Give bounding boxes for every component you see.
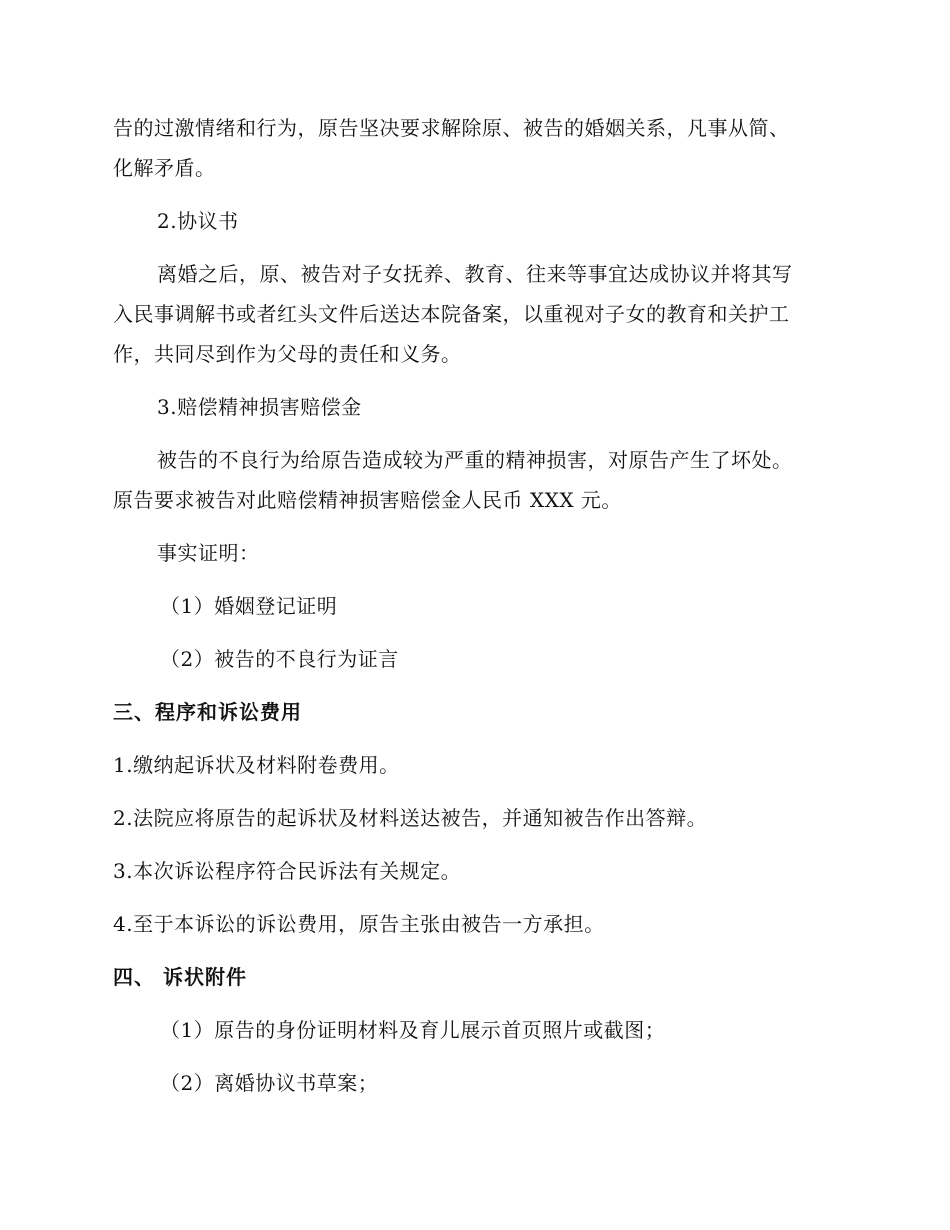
section-3-heading: 三、程序和诉讼费用	[113, 700, 302, 724]
paragraph-3-line-2: 原告要求被告对此赔偿精神损害赔偿金人民币 XXX 元。	[113, 488, 622, 512]
item-2-title: 2.协议书	[157, 209, 239, 233]
item-3-title: 3.赔偿精神损害赔偿金	[157, 395, 362, 419]
paragraph-1-line-2: 化解矛盾。	[113, 156, 216, 180]
document-body	[113, 108, 835, 1116]
facts-item-1: （1）婚姻登记证明	[160, 594, 338, 618]
paragraph-2-line-1: 离婚之后，原、被告对子女抚养、教育、往来等事宜达成协议并将其写	[157, 262, 793, 286]
section-3-item-4: 4.至于本诉讼的诉讼费用，原告主张由被告一方承担。	[113, 912, 605, 936]
facts-label: 事实证明：	[157, 541, 260, 565]
paragraph-1-line-1: 告的过激情绪和行为，原告坚决要求解除原、被告的婚姻关系，凡事从简、	[113, 116, 790, 140]
facts-item-2: （2）被告的不良行为证言	[160, 647, 399, 671]
section-3-item-3: 3.本次诉讼程序符合民诉法有关规定。	[113, 859, 462, 883]
section-3-item-1: 1.缴纳起诉状及材料附卷费用。	[113, 753, 400, 777]
section-4-item-2: （2）离婚协议书草案；	[160, 1071, 379, 1095]
paragraph-2-line-2: 入民事调解书或者红头文件后送达本院备案，以重视对子女的教育和关护工	[113, 302, 790, 326]
section-4-item-1: （1）原告的身份证明材料及育儿展示首页照片或截图；	[160, 1018, 666, 1042]
paragraph-2-line-3: 作，共同尽到作为父母的责任和义务。	[113, 342, 462, 366]
section-3-item-2: 2.法院应将原告的起诉状及材料送达被告，并通知被告作出答辩。	[113, 806, 708, 830]
paragraph-3-line-1: 被告的不良行为给原告造成较为严重的精神损害，对原告产生了坏处。	[157, 448, 793, 472]
section-4-heading: 四、 诉状附件	[113, 965, 247, 989]
